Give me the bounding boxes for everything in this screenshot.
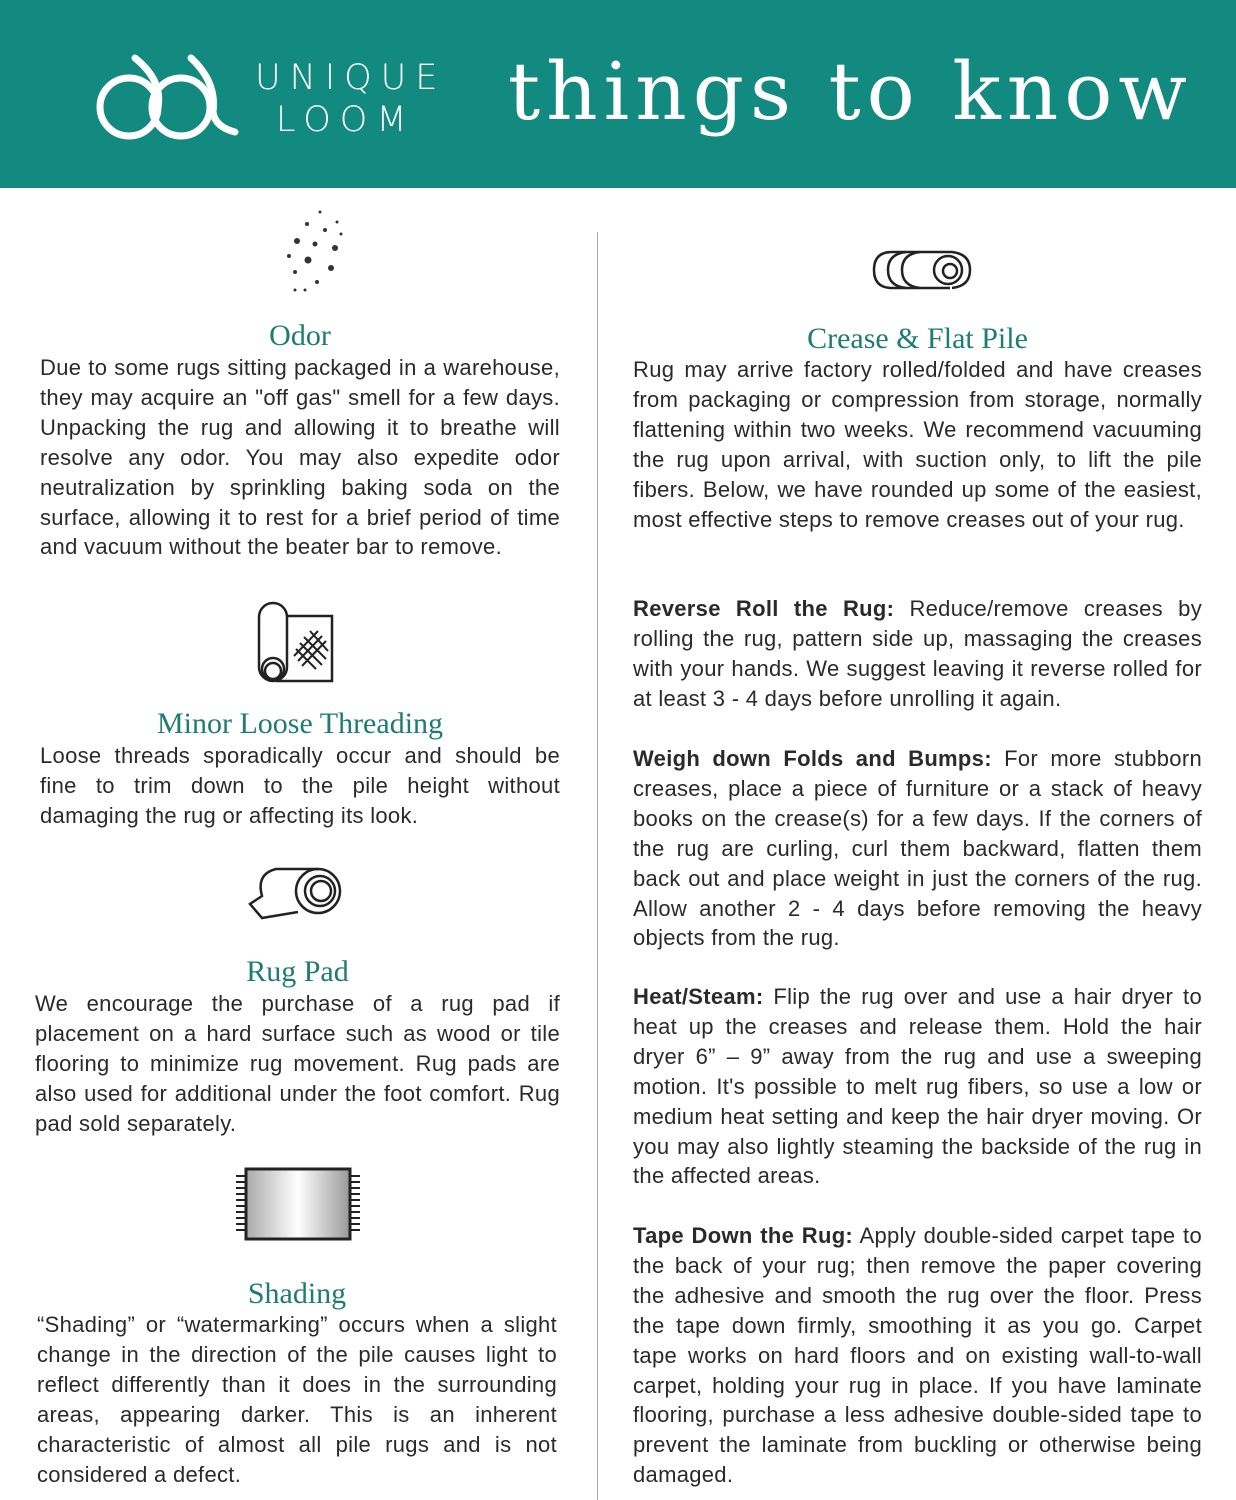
rolled-rug-threads-icon (256, 601, 336, 685)
unique-loom-logo-icon (95, 52, 240, 142)
rug-pad-roll-icon (248, 866, 344, 922)
step-text: Apply double-sided carpet tape to the back of your rug; then remove the paper covering the adhesive and smooth the rug over the floor. Press the tape down firmly, smoothing it as you go. Carpet tape works on hard floors and on existing wall-to-wall carpet, holding your rug in place. If you have laminate flooring, purchase a less adhesive double-sided tape to prevent the laminate from buckling or otherwise being damaged. (633, 1223, 1203, 1488)
column-divider (597, 232, 598, 1500)
dots-icon (283, 208, 351, 296)
header-banner (0, 0, 1236, 188)
step-text: For more stubborn creases, place a piece of furniture or a stack of heavy books on the crease(s) for a few days. If the corners of the rug are curling, curl them backward, flatten them back out and place weight in just the corners of the rug. Allow another 2 - 4 days before removing the heavy objects from the rug. (633, 746, 1202, 951)
step-label: Reverse Roll the Rug: (633, 596, 895, 621)
reverse-roll-step (633, 594, 1202, 714)
step-label: Tape Down the Rug: (633, 1223, 854, 1248)
odor-text: Due to some rugs sitting packaged in a warehouse, they may acquire an "off gas" smell for a few days. Unpacking the rug and allowing it to breathe will resolve any odor. You may also expedite odor neutralization by sprinkling baking soda on the surface, allowing it to rest for a brief period of time and vacuum without the beater bar to remove. (40, 355, 560, 560)
odor-heading: Odor (269, 319, 331, 352)
rug-pad-text: We encourage the purchase of a rug pad if placement on a hard surface such as wood or tile flooring to minimize rug movement. Rug pads are also used for additional under the foot comfort. Rug pad sold separately. (35, 991, 560, 1136)
heat-steam-step (633, 982, 1202, 1191)
tape-down-step (633, 1221, 1202, 1490)
crease-heading: Crease & Flat Pile (807, 322, 1028, 355)
crease-intro-text: Rug may arrive factory rolled/folded and have creases from packaging or compression from storage, normally flattening within two weeks. We recommend vacuuming the rug upon arrival, with suction only, to lift the pile fibers. Below, we have rounded up some of the easiest, most effective steps to remove creases out of your rug. (633, 357, 1202, 532)
loose-threading-text: Loose threads sporadically occur and should be fine to trim down to the pile height without damaging the rug or affecting its look. (40, 743, 560, 828)
loose-threading-heading: Minor Loose Threading (156, 707, 444, 740)
page-title: things to know (508, 45, 1193, 138)
step-text: Flip the rug over and use a hair dryer to heat up the creases and release them. Hold the hair dryer 6” – 9” away from the rug and use a sweeping motion. It's possible to melt rug fibers, so use a low or medium heat setting and keep the hair dryer moving. Or you may also lightly steaming the backside of the rug in the affected areas. (633, 984, 1202, 1189)
step-label: Weigh down Folds and Bumps: (633, 746, 992, 771)
brand-name-line1: UNIQUE (255, 58, 447, 98)
step-label: Heat/Steam: (633, 984, 764, 1009)
rolled-rug-icon (870, 248, 974, 292)
step-text: Reduce/remove creases by rolling the rug, pattern side up, massaging the creases with your hands. We suggest leaving it reverse rolled for at least 3 - 4 days before unrolling it again. (633, 596, 1202, 711)
shading-heading: Shading (247, 1277, 347, 1310)
shading-text: “Shading” or “watermarking” occurs when a slight change in the direction of the pile causes light to reflect differently than it does in the surrounding areas, appearing darker. This is an inherent characteristic of almost all pile rugs and is not considered a defect. (37, 1312, 557, 1487)
rug-pad-heading: Rug Pad (246, 955, 349, 988)
brand-name-line2: LOOM (276, 100, 416, 140)
fringed-rug-icon (234, 1166, 362, 1242)
weigh-down-step (633, 744, 1202, 953)
